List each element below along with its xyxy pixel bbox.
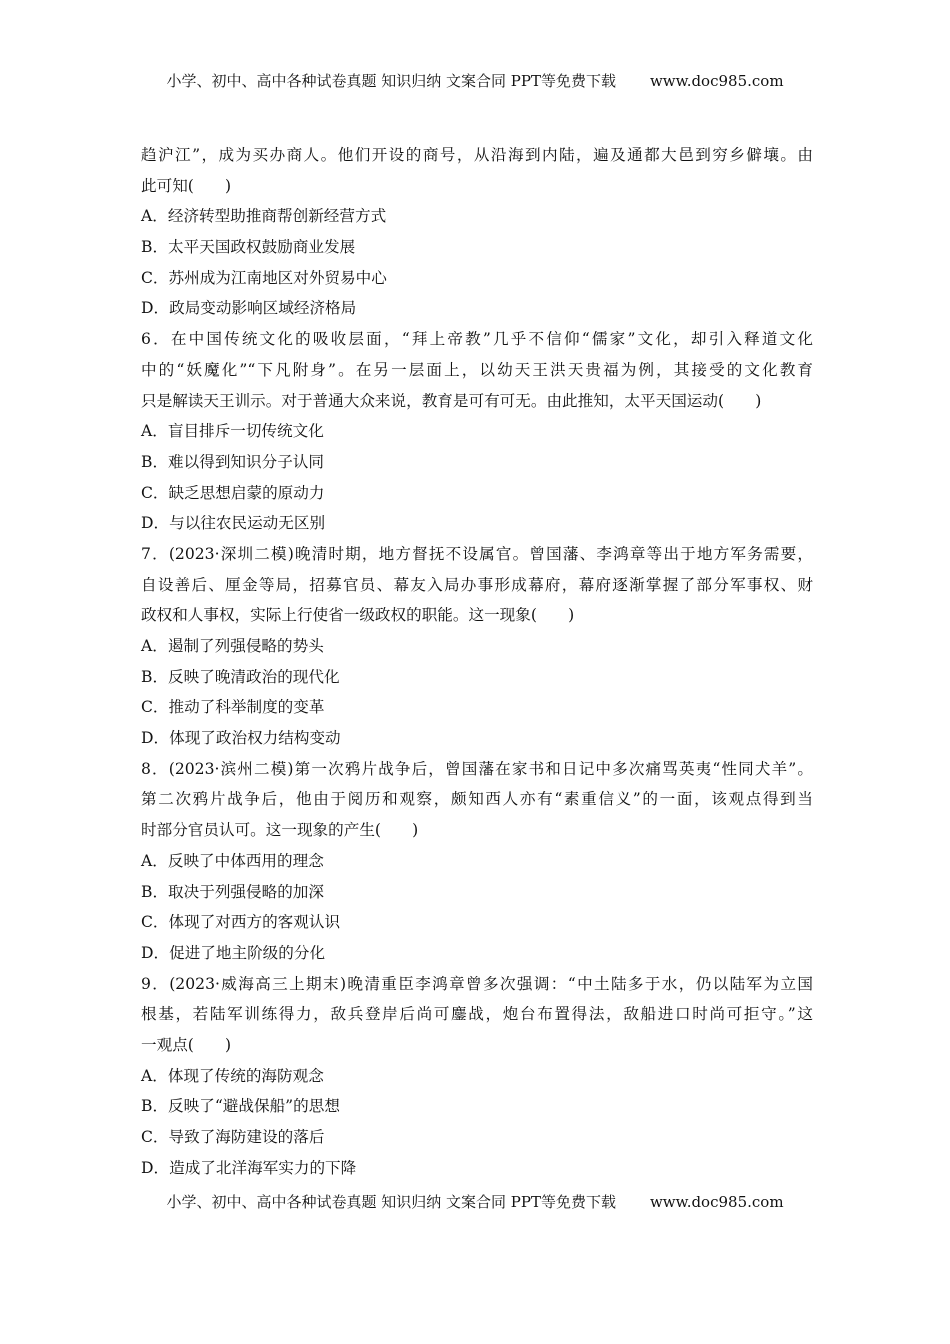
q5-option-a: A．经济转型助推商帮创新经营方式 [141, 207, 387, 226]
question-8 [141, 754, 813, 969]
page-footer [0, 1191, 950, 1212]
q5-option-d: D．政局变动影响区域经济格局 [141, 299, 357, 318]
q5-option-b: B．太平天国政权鼓励商业发展 [141, 238, 356, 257]
q5-stem-line-1: 趋沪江”，成为买办商人。他们开设的商号，从沿海到内陆，遍及通都大邑到穷乡僻壤。由 [141, 146, 813, 164]
q7-option-a: A．遏制了列强侵略的势头 [141, 637, 324, 655]
footer-url: www.doc985.com [649, 1193, 784, 1211]
q9-stem-line-3: 一观点( ) [141, 1035, 232, 1054]
q8-option-a: A．反映了中体西用的理念 [141, 851, 324, 870]
q6-stem-line-1: 6．在中国传统文化的吸收层面，“拜上帝教”几乎不信仰“儒家”文化，却引入释道文化 [141, 330, 813, 349]
q9-option-d: D．造成了北洋海军实力的下降 [141, 1158, 357, 1177]
q9-stem-line-1: 9．(2023·威海高三上期末)晚清重臣李鸿章曾多次强调：“中土陆多于水，仍以陆军为立国 [141, 974, 813, 993]
footer-text: 小学、初中、高中各种试卷真题 知识归纳 文案合同 PPT等免费下载 [166, 1193, 616, 1211]
question-6 [141, 324, 813, 539]
q8-stem-line-2: 第二次鸦片战争后，他由于阅历和观察，颇知西人亦有“素重信义”的一面，该观点得到当 [141, 790, 813, 809]
q6-option-d: D．与以往农民运动无区别 [141, 514, 326, 533]
q7-option-b: B．反映了晚清政治的现代化 [141, 667, 340, 686]
q7-stem-line-2: 自设善后、厘金等局，招募官员、幕友入局办事形成幕府，幕府逐渐掌握了部分军事权、财 [141, 575, 813, 594]
page-header [0, 70, 950, 91]
q6-stem-line-3: 只是解读天王训示。对于普通大众来说，教育是可有可无。由此推知，太平天国运动( ) [141, 391, 762, 410]
q9-option-b: B．反映了“避战保船”的思想 [141, 1097, 340, 1116]
header-url: www.doc985.com [649, 72, 784, 90]
q7-stem-line-3: 政权和人事权，实际上行使省一级政权的职能。这一现象( ) [141, 606, 575, 625]
q5-option-c: C．苏州成为江南地区对外贸易中心 [141, 268, 387, 287]
q8-option-b: B．取决于列强侵略的加深 [141, 882, 324, 901]
question-9 [141, 969, 813, 1184]
question-5 [141, 140, 813, 324]
q7-option-d: D．体现了政治权力结构变动 [141, 729, 341, 748]
q8-option-c: C．体现了对西方的客观认识 [141, 913, 341, 932]
q6-option-c: C．缺乏思想启蒙的原动力 [141, 483, 325, 502]
q7-option-c: C．推动了科举制度的变革 [141, 698, 325, 717]
page-content [141, 140, 813, 1183]
q9-option-a: A．体现了传统的海防观念 [141, 1066, 324, 1085]
q6-stem-line-2: 中的“妖魔化”“下凡附身”。在另一层面上，以幼天王洪天贵福为例，其接受的文化教育 [141, 360, 813, 379]
q8-option-d: D．促进了地主阶级的分化 [141, 943, 326, 962]
q5-stem-line-2: 此可知( ) [141, 176, 232, 195]
q9-stem-line-2: 根基，若陆军训练得力，敌兵登岸后尚可鏖战，炮台布置得法，敌船进口时尚可拒守。”这 [141, 1005, 813, 1024]
q7-stem-line-1: 7．(2023·深圳二模)晚清时期，地方督抚不设属官。曾国藩、李鸿章等出于地方军务需要， [141, 544, 813, 563]
header-text: 小学、初中、高中各种试卷真题 知识归纳 文案合同 PPT等免费下载 [166, 72, 616, 90]
q8-stem-line-1: 8．(2023·滨州二模)第一次鸦片战争后，曾国藩在家书和日记中多次痛骂英夷“性同犬羊”。 [141, 759, 813, 778]
q9-option-c: C．导致了海防建设的落后 [141, 1128, 325, 1146]
question-7 [141, 539, 813, 754]
q8-stem-line-3: 时部分官员认可。这一现象的产生( ) [141, 821, 419, 840]
q6-option-a: A．盲目排斥一切传统文化 [141, 422, 324, 441]
q6-option-b: B．难以得到知识分子认同 [141, 452, 324, 471]
